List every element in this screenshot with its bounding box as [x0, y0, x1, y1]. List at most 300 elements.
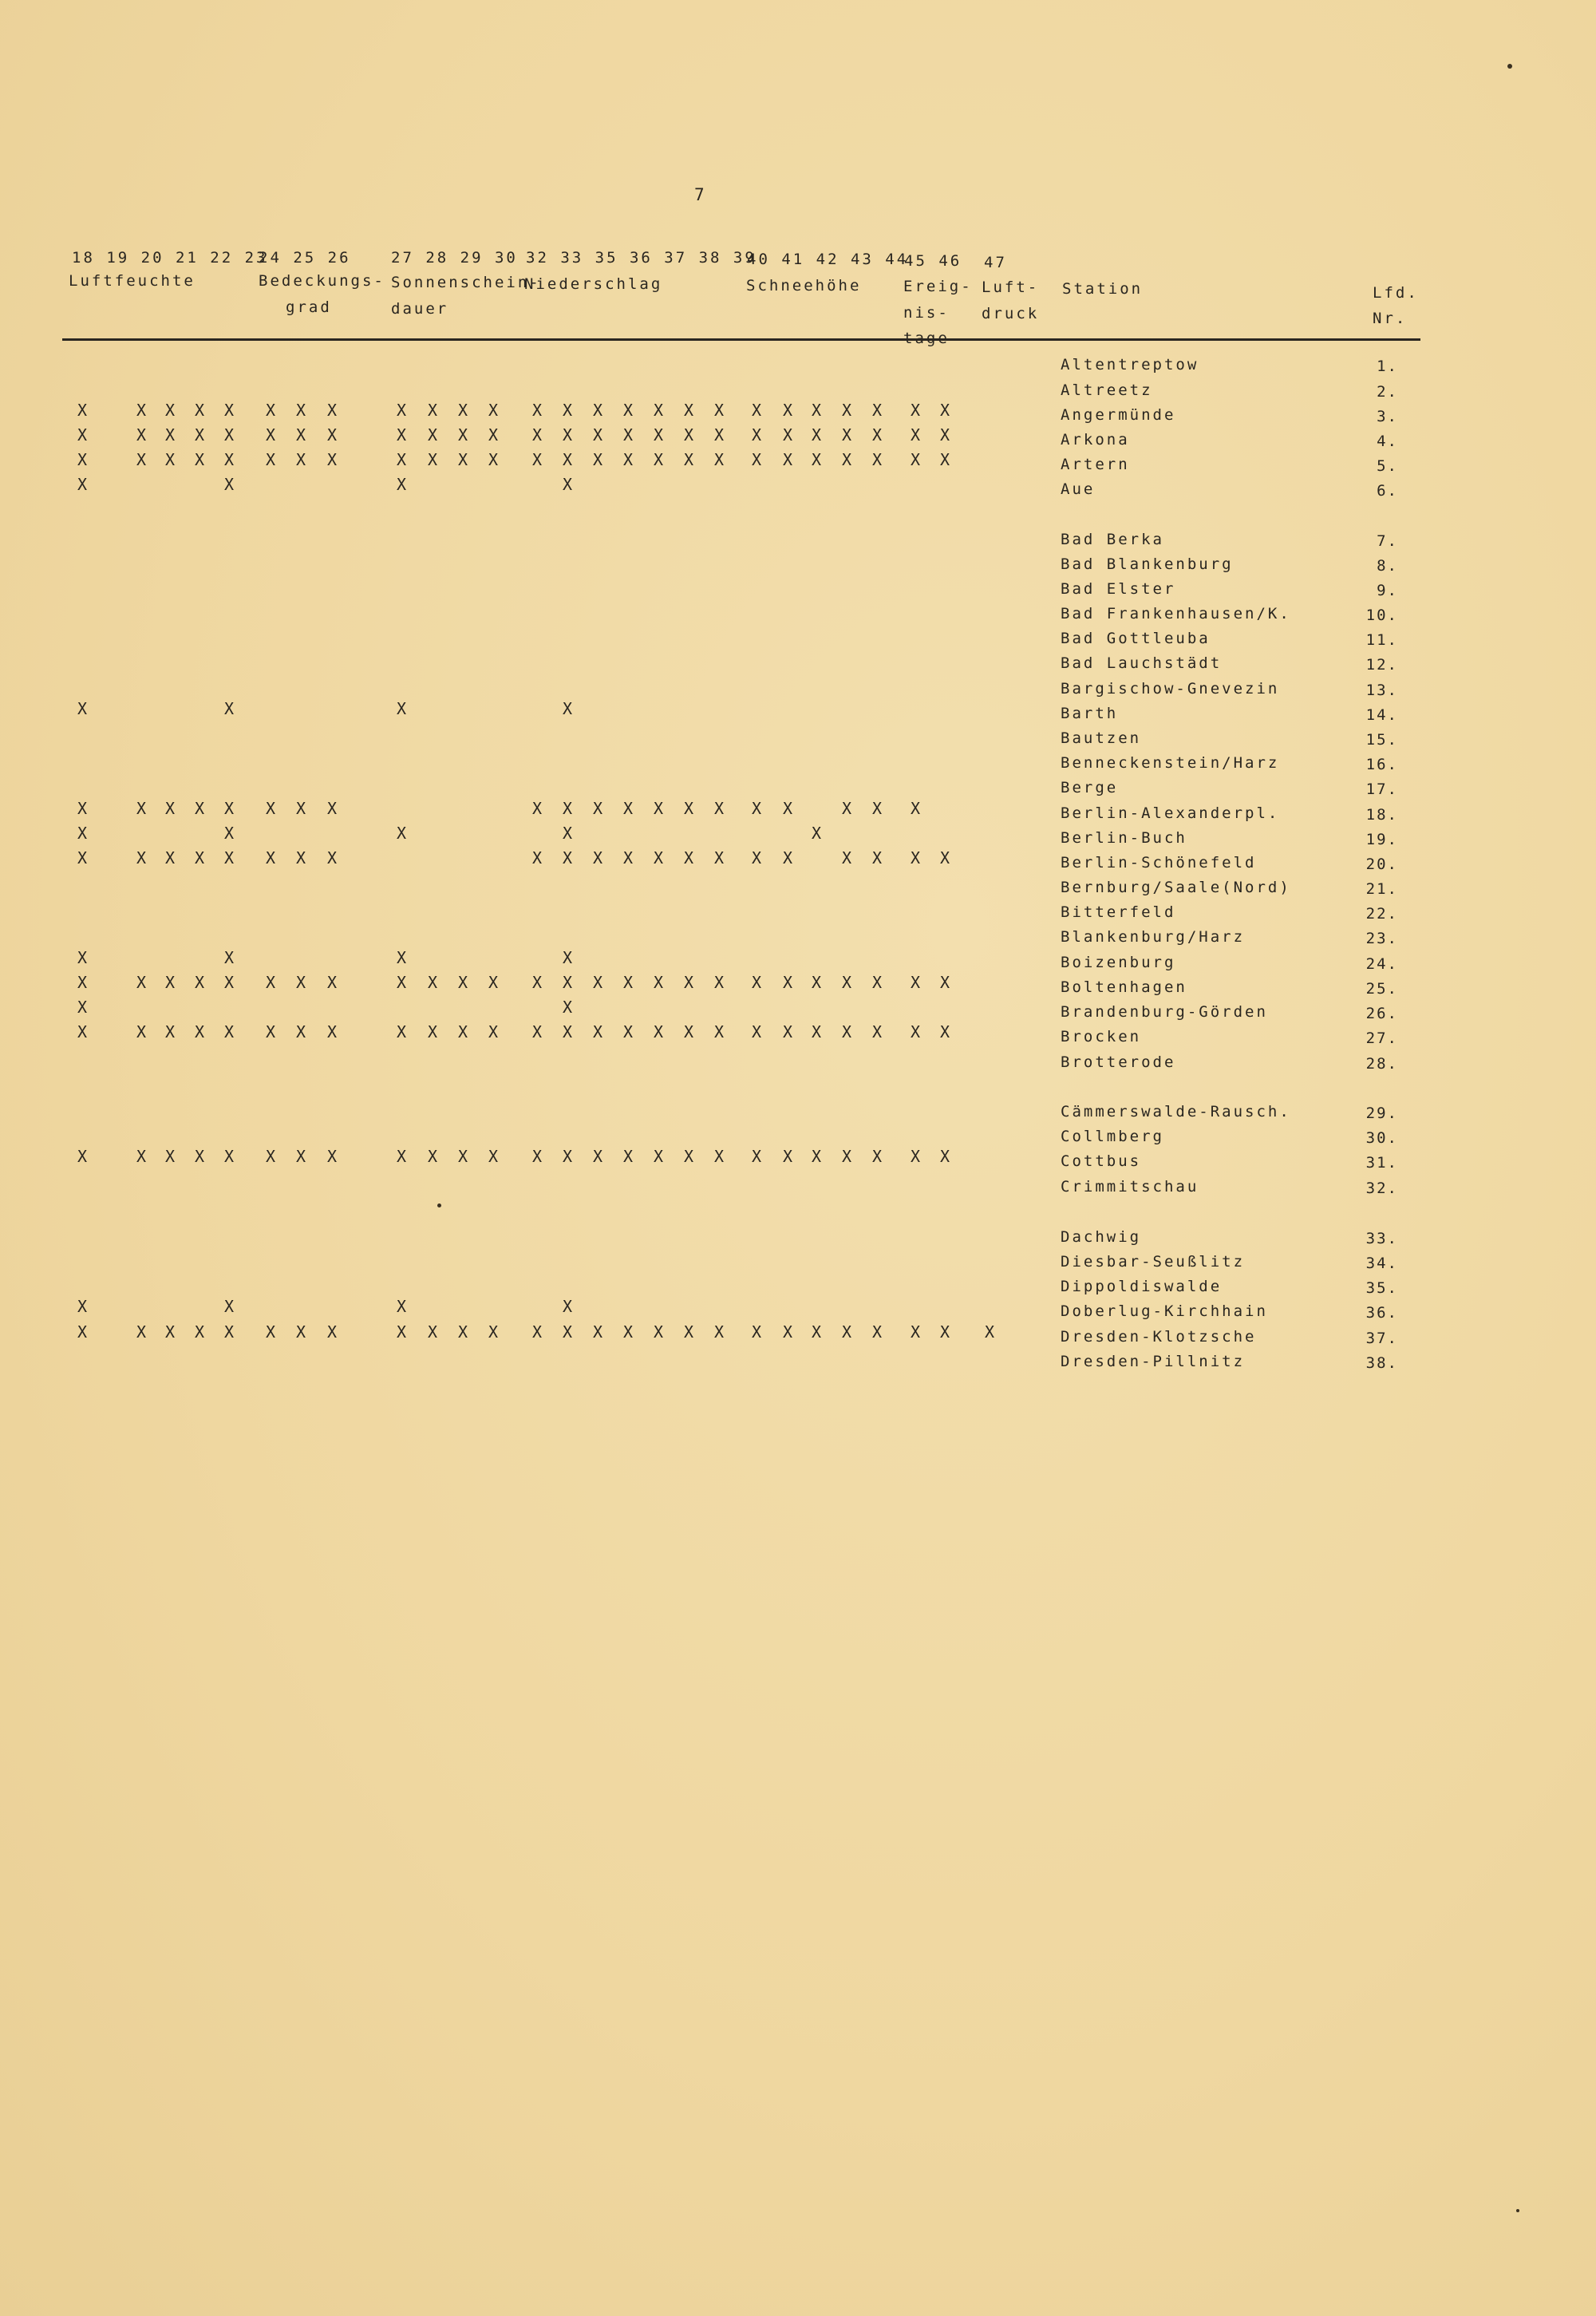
observation-mark: X: [458, 450, 468, 469]
observation-mark: X: [714, 1022, 725, 1041]
station-name: Dresden-Pillnitz: [1061, 1353, 1246, 1370]
observation-mark: X: [752, 1022, 762, 1041]
observation-mark: X: [532, 973, 543, 992]
station-name: Berlin-Buch: [1061, 829, 1187, 847]
station-name: Artern: [1061, 456, 1130, 473]
observation-mark: X: [911, 848, 921, 868]
station-name: Berlin-Schönefeld: [1061, 854, 1257, 871]
observation-mark: X: [940, 1147, 950, 1166]
observation-mark: X: [266, 1322, 276, 1342]
observation-mark: X: [593, 973, 603, 992]
column-numbers-bedeckungsgrad: 24 25 26: [259, 249, 351, 267]
observation-mark: X: [136, 401, 147, 420]
station-name: Bautzen: [1061, 729, 1142, 747]
observation-mark: X: [654, 1147, 664, 1166]
column-numbers-niederschlag: 32 33 35 36 37 38 39: [526, 249, 757, 267]
observation-mark: X: [752, 973, 762, 992]
group-label-schneehoehe: Schneehöhe: [746, 277, 862, 294]
station-name: Diesbar-Seußlitz: [1061, 1253, 1246, 1271]
station-lfd-nr: 30.: [1365, 1129, 1398, 1147]
observation-mark: X: [77, 425, 88, 445]
observation-mark: X: [224, 450, 235, 469]
observation-mark: X: [940, 1322, 950, 1342]
observation-mark: X: [397, 1322, 407, 1342]
station-lfd-nr: 21.: [1365, 880, 1398, 898]
observation-mark: X: [593, 401, 603, 420]
observation-mark: X: [783, 1147, 793, 1166]
column-numbers-luftdruck: 47: [984, 254, 1007, 271]
observation-mark: X: [327, 1022, 338, 1041]
observation-mark: X: [266, 799, 276, 818]
station-name: Aue: [1061, 480, 1096, 498]
station-lfd-nr: 23.: [1365, 930, 1398, 947]
observation-mark: X: [812, 824, 822, 843]
observation-mark: X: [783, 450, 793, 469]
observation-mark: X: [812, 1147, 822, 1166]
header-rule: [62, 338, 1420, 341]
observation-mark: X: [872, 425, 883, 445]
observation-mark: X: [752, 401, 762, 420]
observation-mark: X: [532, 799, 543, 818]
observation-mark: X: [783, 401, 793, 420]
observation-mark: X: [77, 1022, 88, 1041]
observation-mark: X: [488, 1022, 499, 1041]
station-name: Bad Elster: [1061, 580, 1176, 598]
observation-mark: X: [195, 1322, 205, 1342]
observation-mark: X: [77, 948, 88, 967]
station-name: Angermünde: [1061, 406, 1176, 424]
observation-mark: X: [872, 1322, 883, 1342]
observation-mark: X: [563, 948, 573, 967]
observation-mark: X: [165, 401, 176, 420]
observation-mark: X: [872, 973, 883, 992]
observation-mark: X: [296, 401, 306, 420]
observation-mark: X: [296, 425, 306, 445]
observation-mark: X: [654, 450, 664, 469]
station-lfd-nr: 6.: [1377, 482, 1398, 500]
station-name: Blankenburg/Harz: [1061, 928, 1246, 946]
station-lfd-nr: 37.: [1365, 1330, 1398, 1347]
station-lfd-nr: 31.: [1365, 1154, 1398, 1172]
observation-mark: X: [397, 401, 407, 420]
observation-mark: X: [911, 973, 921, 992]
observation-mark: X: [77, 998, 88, 1017]
observation-mark: X: [872, 848, 883, 868]
station-name: Bitterfeld: [1061, 903, 1176, 921]
observation-mark: X: [136, 1147, 147, 1166]
observation-mark: X: [623, 1322, 634, 1342]
observation-mark: X: [872, 1147, 883, 1166]
station-lfd-nr: 3.: [1377, 408, 1398, 425]
station-name: Cottbus: [1061, 1152, 1142, 1170]
observation-mark: X: [195, 973, 205, 992]
observation-mark: X: [195, 401, 205, 420]
observation-mark: X: [77, 848, 88, 868]
observation-mark: X: [397, 1297, 407, 1316]
group-label-bedeckungsgrad-line1: Bedeckungs-: [259, 272, 385, 290]
observation-mark: X: [911, 1022, 921, 1041]
observation-mark: X: [77, 824, 88, 843]
station-lfd-nr: 22.: [1365, 905, 1398, 923]
observation-mark: X: [872, 450, 883, 469]
station-lfd-nr: 15.: [1365, 731, 1398, 749]
station-name: Bad Gottleuba: [1061, 630, 1211, 647]
observation-mark: X: [623, 1147, 634, 1166]
station-name: Barth: [1061, 705, 1119, 722]
station-name: Berge: [1061, 779, 1119, 796]
station-lfd-nr: 13.: [1365, 682, 1398, 699]
observation-mark: X: [77, 1297, 88, 1316]
observation-mark: X: [714, 848, 725, 868]
observation-mark: X: [842, 973, 852, 992]
station-lfd-nr: 26.: [1365, 1005, 1398, 1022]
station-lfd-nr: 4.: [1377, 433, 1398, 450]
observation-mark: X: [77, 799, 88, 818]
observation-mark: X: [783, 848, 793, 868]
observation-mark: X: [783, 1322, 793, 1342]
station-lfd-nr: 11.: [1365, 631, 1398, 649]
observation-mark: X: [458, 973, 468, 992]
observation-mark: X: [812, 973, 822, 992]
observation-mark: X: [397, 973, 407, 992]
observation-mark: X: [195, 1147, 205, 1166]
observation-mark: X: [397, 450, 407, 469]
observation-mark: X: [985, 1322, 995, 1342]
observation-mark: X: [327, 799, 338, 818]
observation-mark: X: [327, 401, 338, 420]
station-lfd-nr: 32.: [1365, 1180, 1398, 1197]
observation-mark: X: [266, 425, 276, 445]
observation-mark: X: [783, 799, 793, 818]
observation-mark: X: [397, 699, 407, 718]
observation-mark: X: [165, 450, 176, 469]
station-lfd-nr: 35.: [1365, 1279, 1398, 1297]
observation-mark: X: [296, 1322, 306, 1342]
observation-mark: X: [458, 1147, 468, 1166]
station-lfd-nr: 12.: [1365, 656, 1398, 674]
observation-mark: X: [327, 425, 338, 445]
observation-mark: X: [783, 425, 793, 445]
observation-mark: X: [940, 450, 950, 469]
observation-mark: X: [224, 425, 235, 445]
observation-mark: X: [872, 401, 883, 420]
observation-mark: X: [136, 450, 147, 469]
station-lfd-nr: 34.: [1365, 1255, 1398, 1272]
observation-mark: X: [684, 1147, 694, 1166]
observation-mark: X: [77, 973, 88, 992]
observation-mark: X: [563, 1022, 573, 1041]
observation-mark: X: [872, 799, 883, 818]
observation-mark: X: [296, 1022, 306, 1041]
observation-mark: X: [224, 799, 235, 818]
observation-mark: X: [458, 425, 468, 445]
observation-mark: X: [842, 799, 852, 818]
station-lfd-nr: 38.: [1365, 1354, 1398, 1372]
station-name: Boizenburg: [1061, 954, 1176, 971]
observation-mark: X: [812, 401, 822, 420]
observation-mark: X: [714, 799, 725, 818]
station-name: Dresden-Klotzsche: [1061, 1328, 1257, 1346]
observation-mark: X: [266, 401, 276, 420]
observation-mark: X: [532, 1147, 543, 1166]
observation-mark: X: [623, 1022, 634, 1041]
observation-mark: X: [752, 450, 762, 469]
observation-mark: X: [563, 973, 573, 992]
group-label-sonnenscheindauer-line2: dauer: [391, 300, 449, 318]
observation-mark: X: [488, 401, 499, 420]
observation-mark: X: [428, 425, 438, 445]
observation-mark: X: [532, 450, 543, 469]
observation-mark: X: [77, 475, 88, 494]
observation-mark: X: [77, 1322, 88, 1342]
observation-mark: X: [327, 1147, 338, 1166]
observation-mark: X: [136, 1322, 147, 1342]
station-lfd-nr: 2.: [1377, 383, 1398, 401]
observation-mark: X: [812, 1322, 822, 1342]
observation-mark: X: [714, 450, 725, 469]
observation-mark: X: [428, 450, 438, 469]
observation-mark: X: [77, 1147, 88, 1166]
group-label-bedeckungsgrad-line2: grad: [286, 298, 332, 316]
station-name: Bad Lauchstädt: [1061, 654, 1223, 672]
observation-mark: X: [195, 450, 205, 469]
station-lfd-nr: 18.: [1365, 806, 1398, 824]
observation-mark: X: [563, 1322, 573, 1342]
observation-mark: X: [428, 1147, 438, 1166]
observation-mark: X: [488, 973, 499, 992]
observation-mark: X: [623, 450, 634, 469]
observation-mark: X: [752, 799, 762, 818]
observation-mark: X: [224, 1147, 235, 1166]
observation-mark: X: [458, 401, 468, 420]
observation-mark: X: [428, 1322, 438, 1342]
observation-mark: X: [532, 401, 543, 420]
observation-mark: X: [654, 425, 664, 445]
observation-mark: X: [296, 973, 306, 992]
observation-mark: X: [911, 1147, 921, 1166]
observation-mark: X: [327, 1322, 338, 1342]
observation-mark: X: [842, 848, 852, 868]
observation-mark: X: [623, 425, 634, 445]
observation-mark: X: [563, 824, 573, 843]
observation-mark: X: [266, 973, 276, 992]
observation-mark: X: [563, 425, 573, 445]
group-label-ereignistage-line2: nis-: [903, 304, 950, 322]
observation-mark: X: [165, 848, 176, 868]
observation-mark: X: [911, 799, 921, 818]
observation-mark: X: [224, 948, 235, 967]
observation-mark: X: [842, 450, 852, 469]
station-name: Brandenburg-Görden: [1061, 1003, 1268, 1021]
observation-mark: X: [872, 1022, 883, 1041]
paper-speck: [1507, 64, 1512, 69]
observation-mark: X: [397, 425, 407, 445]
column-numbers-schneehoehe: 40 41 42 43 44: [747, 251, 909, 268]
observation-mark: X: [428, 401, 438, 420]
observation-mark: X: [77, 699, 88, 718]
observation-mark: X: [165, 973, 176, 992]
observation-mark: X: [563, 401, 573, 420]
station-lfd-nr: 14.: [1365, 706, 1398, 724]
observation-mark: X: [654, 1022, 664, 1041]
observation-mark: X: [563, 1297, 573, 1316]
observation-mark: X: [684, 799, 694, 818]
observation-mark: X: [224, 401, 235, 420]
observation-mark: X: [458, 1322, 468, 1342]
column-numbers-sonnenscheindauer: 27 28 29 30: [391, 249, 518, 267]
observation-mark: X: [327, 450, 338, 469]
observation-mark: X: [593, 848, 603, 868]
group-label-luftdruck-line2: druck: [982, 305, 1040, 322]
observation-mark: X: [532, 1322, 543, 1342]
station-lfd-nr: 24.: [1365, 955, 1398, 973]
observation-mark: X: [714, 425, 725, 445]
observation-mark: X: [940, 401, 950, 420]
observation-mark: X: [296, 799, 306, 818]
observation-mark: X: [714, 973, 725, 992]
observation-mark: X: [136, 1022, 147, 1041]
observation-mark: X: [195, 425, 205, 445]
observation-mark: X: [266, 848, 276, 868]
observation-mark: X: [623, 973, 634, 992]
observation-mark: X: [397, 948, 407, 967]
station-name: Arkona: [1061, 431, 1130, 449]
observation-mark: X: [812, 450, 822, 469]
station-lfd-nr: 9.: [1377, 582, 1398, 599]
observation-mark: X: [397, 475, 407, 494]
observation-mark: X: [940, 848, 950, 868]
observation-mark: X: [593, 1022, 603, 1041]
station-lfd-nr: 27.: [1365, 1030, 1398, 1047]
station-name: Brocken: [1061, 1028, 1142, 1045]
observation-mark: X: [654, 1322, 664, 1342]
station-lfd-nr: 20.: [1365, 856, 1398, 873]
observation-mark: X: [224, 824, 235, 843]
observation-mark: X: [266, 450, 276, 469]
observation-mark: X: [654, 973, 664, 992]
station-name: Bad Berka: [1061, 531, 1164, 548]
observation-mark: X: [654, 401, 664, 420]
observation-mark: X: [327, 848, 338, 868]
observation-mark: X: [563, 998, 573, 1017]
observation-mark: X: [165, 1322, 176, 1342]
observation-mark: X: [195, 1022, 205, 1041]
observation-mark: X: [593, 425, 603, 445]
observation-mark: X: [684, 425, 694, 445]
paper-speck: [1516, 2209, 1519, 2212]
observation-mark: X: [593, 450, 603, 469]
observation-mark: X: [165, 425, 176, 445]
observation-mark: X: [428, 973, 438, 992]
observation-mark: X: [563, 699, 573, 718]
observation-mark: X: [752, 425, 762, 445]
observation-mark: X: [911, 425, 921, 445]
observation-mark: X: [136, 425, 147, 445]
observation-mark: X: [623, 848, 634, 868]
station-name: Bad Blankenburg: [1061, 555, 1234, 573]
station-name: Altentreptow: [1061, 356, 1199, 373]
observation-mark: X: [911, 450, 921, 469]
observation-mark: X: [488, 450, 499, 469]
station-lfd-nr: 33.: [1365, 1230, 1398, 1247]
observation-mark: X: [654, 799, 664, 818]
station-name: Bad Frankenhausen/K.: [1061, 605, 1291, 622]
observation-mark: X: [195, 799, 205, 818]
observation-mark: X: [842, 425, 852, 445]
group-label-niederschlag: Niederschlag: [524, 275, 663, 293]
observation-mark: X: [165, 799, 176, 818]
group-label-luftfeuchte: Luftfeuchte: [69, 272, 196, 290]
observation-mark: X: [684, 450, 694, 469]
observation-mark: X: [296, 450, 306, 469]
observation-mark: X: [842, 1147, 852, 1166]
observation-mark: X: [224, 1297, 235, 1316]
observation-mark: X: [77, 401, 88, 420]
station-lfd-nr: 8.: [1377, 557, 1398, 575]
observation-mark: X: [684, 973, 694, 992]
station-name: Benneckenstein/Harz: [1061, 754, 1280, 772]
observation-mark: X: [783, 973, 793, 992]
observation-mark: X: [593, 1147, 603, 1166]
observation-mark: X: [296, 848, 306, 868]
observation-mark: X: [266, 1022, 276, 1041]
page-number: 7: [694, 185, 705, 204]
observation-mark: X: [224, 1322, 235, 1342]
observation-mark: X: [195, 848, 205, 868]
station-column-label: Station: [1062, 280, 1144, 298]
station-name: Boltenhagen: [1061, 978, 1187, 996]
observation-mark: X: [136, 973, 147, 992]
observation-mark: X: [684, 1322, 694, 1342]
observation-mark: X: [940, 973, 950, 992]
station-name: Bargischow-Gnevezin: [1061, 680, 1280, 698]
observation-mark: X: [752, 1322, 762, 1342]
observation-mark: X: [136, 848, 147, 868]
observation-mark: X: [684, 848, 694, 868]
observation-mark: X: [224, 475, 235, 494]
observation-mark: X: [532, 1022, 543, 1041]
station-lfd-nr: 29.: [1365, 1105, 1398, 1122]
observation-mark: X: [563, 848, 573, 868]
observation-mark: X: [458, 1022, 468, 1041]
observation-mark: X: [684, 1022, 694, 1041]
lfd-label-line2: Nr.: [1373, 310, 1408, 327]
station-lfd-nr: 17.: [1365, 781, 1398, 798]
group-label-ereignistage-line1: Ereig-: [903, 278, 973, 295]
observation-mark: X: [593, 1322, 603, 1342]
observation-mark: X: [397, 1147, 407, 1166]
observation-mark: X: [940, 425, 950, 445]
observation-mark: X: [397, 824, 407, 843]
station-name: Cämmerswalde-Rausch.: [1061, 1103, 1291, 1120]
observation-mark: X: [532, 848, 543, 868]
observation-mark: X: [623, 799, 634, 818]
observation-mark: X: [488, 1322, 499, 1342]
station-lfd-nr: 1.: [1377, 358, 1398, 375]
column-numbers-ereignistage: 45 46: [904, 252, 962, 270]
station-lfd-nr: 28.: [1365, 1055, 1398, 1073]
observation-mark: X: [654, 848, 664, 868]
observation-mark: X: [563, 450, 573, 469]
observation-mark: X: [327, 973, 338, 992]
observation-mark: X: [783, 1022, 793, 1041]
station-name: Brotterode: [1061, 1053, 1176, 1071]
station-lfd-nr: 5.: [1377, 457, 1398, 475]
station-name: Dippoldiswalde: [1061, 1278, 1223, 1295]
station-name: Crimmitschau: [1061, 1178, 1199, 1196]
observation-mark: X: [296, 1147, 306, 1166]
observation-mark: X: [812, 1022, 822, 1041]
